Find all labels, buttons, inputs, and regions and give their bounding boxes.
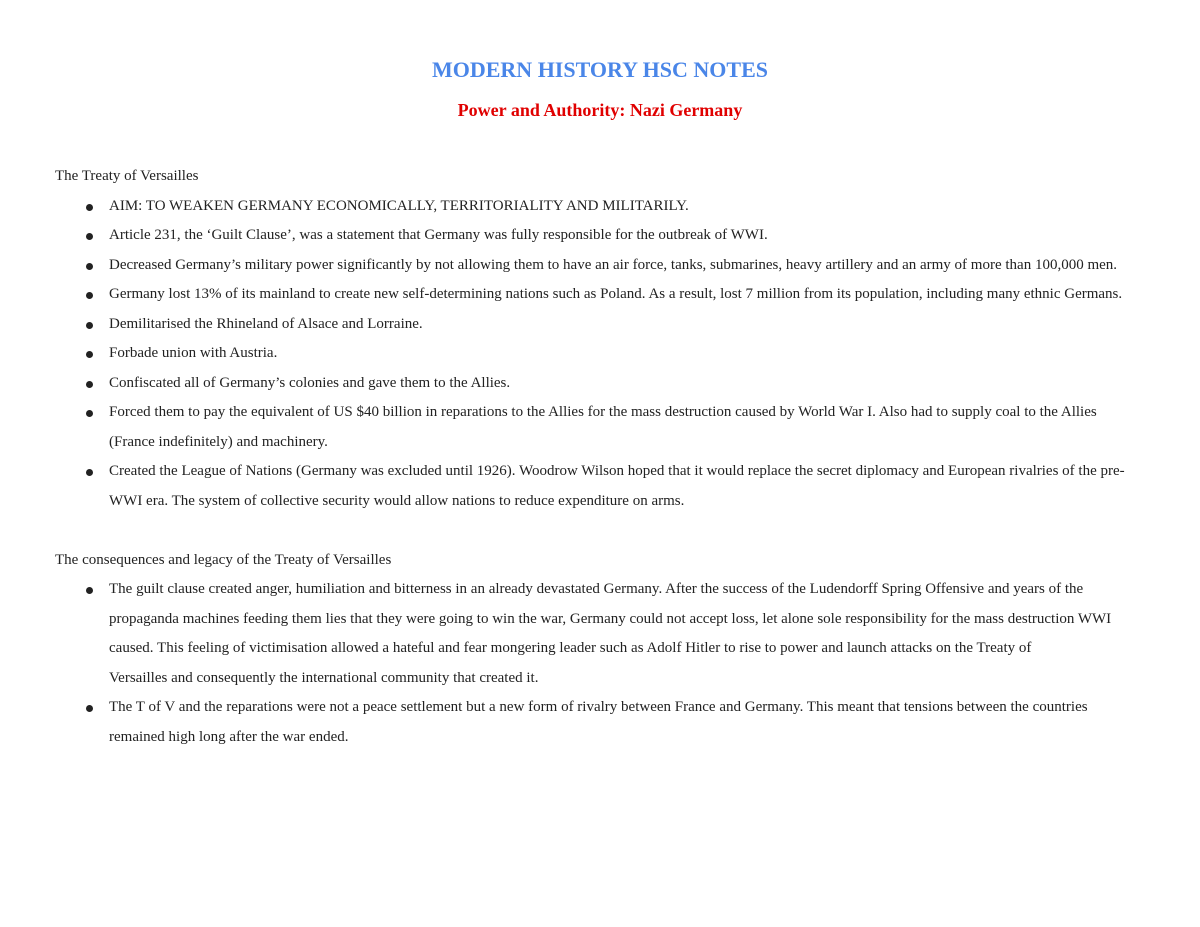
bullet-icon <box>86 469 93 476</box>
section-heading-consequences: The consequences and legacy of the Treaty of Versailles <box>55 551 392 568</box>
consequences-bullet-list <box>55 575 1145 752</box>
bullet-icon <box>86 204 93 211</box>
list-item: The guilt clause created anger, humiliation and bitterness in an already devastated Germany. After the success of the Ludendorff Spring Offensive and years of the propaganda machines feeding them lies that they were going to win the war, Germany could not accept loss, let alone sole responsibility for the mass destruction WWI caused. This feeling of victimisation allowed a hateful and fear mongering leader such as Adolf Hitler to rise to power and launch attacks on the Treaty of Versailles and consequently the international community that created it. <box>109 575 1145 693</box>
list-item: Created the League of Nations (Germany was excluded until 1926). Woodrow Wilson hoped that it would replace the secret diplomacy and European rivalries of the pre-WWI era. The system of collective security would allow nations to reduce expenditure on arms. <box>109 457 1145 516</box>
list-item: Forced them to pay the equivalent of US $40 billion in reparations to the Allies for the mass destruction caused by World War I. Also had to supply coal to the Allies (France indefinitely) and machinery. <box>109 398 1145 457</box>
document-subtitle: Power and Authority: Nazi Germany <box>457 100 743 120</box>
document-title: MODERN HISTORY HSC NOTES <box>431 57 768 82</box>
bullet-icon <box>86 705 93 712</box>
bullet-icon <box>86 410 93 417</box>
bullet-icon <box>86 263 93 270</box>
bullet-icon <box>86 587 93 594</box>
list-item: AIM: TO WEAKEN GERMANY ECONOMICALLY, TERRITORIALITY AND MILITARILY. <box>109 192 1145 222</box>
bullet-icon <box>86 381 93 388</box>
bullet-icon <box>86 322 93 329</box>
bullet-icon <box>86 292 93 299</box>
list-item: Decreased Germany’s military power significantly by not allowing them to have an air force, tanks, submarines, heavy artillery and an army of more than 100,000 men. <box>109 251 1145 281</box>
list-item: Article 231, the ‘Guilt Clause’, was a statement that Germany was fully responsible for the outbreak of WWI. <box>109 221 1145 251</box>
list-item: Forbade union with Austria. <box>109 339 1145 369</box>
list-item: Demilitarised the Rhineland of Alsace and Lorraine. <box>109 310 1145 340</box>
list-item: Germany lost 13% of its mainland to create new self-determining nations such as Poland. As a result, lost 7 million from its population, including many ethnic Germans. <box>109 280 1145 310</box>
section-heading-treaty: The Treaty of Versailles <box>55 168 199 184</box>
list-item: Confiscated all of Germany’s colonies and gave them to the Allies. <box>109 369 1145 399</box>
bullet-icon <box>86 233 93 240</box>
bullet-icon <box>86 351 93 358</box>
treaty-bullet-list <box>55 192 1145 517</box>
list-item: The T of V and the reparations were not a peace settlement but a new form of rivalry between France and Germany. This meant that tensions between the countries remained high long after the war ended. <box>109 693 1145 752</box>
